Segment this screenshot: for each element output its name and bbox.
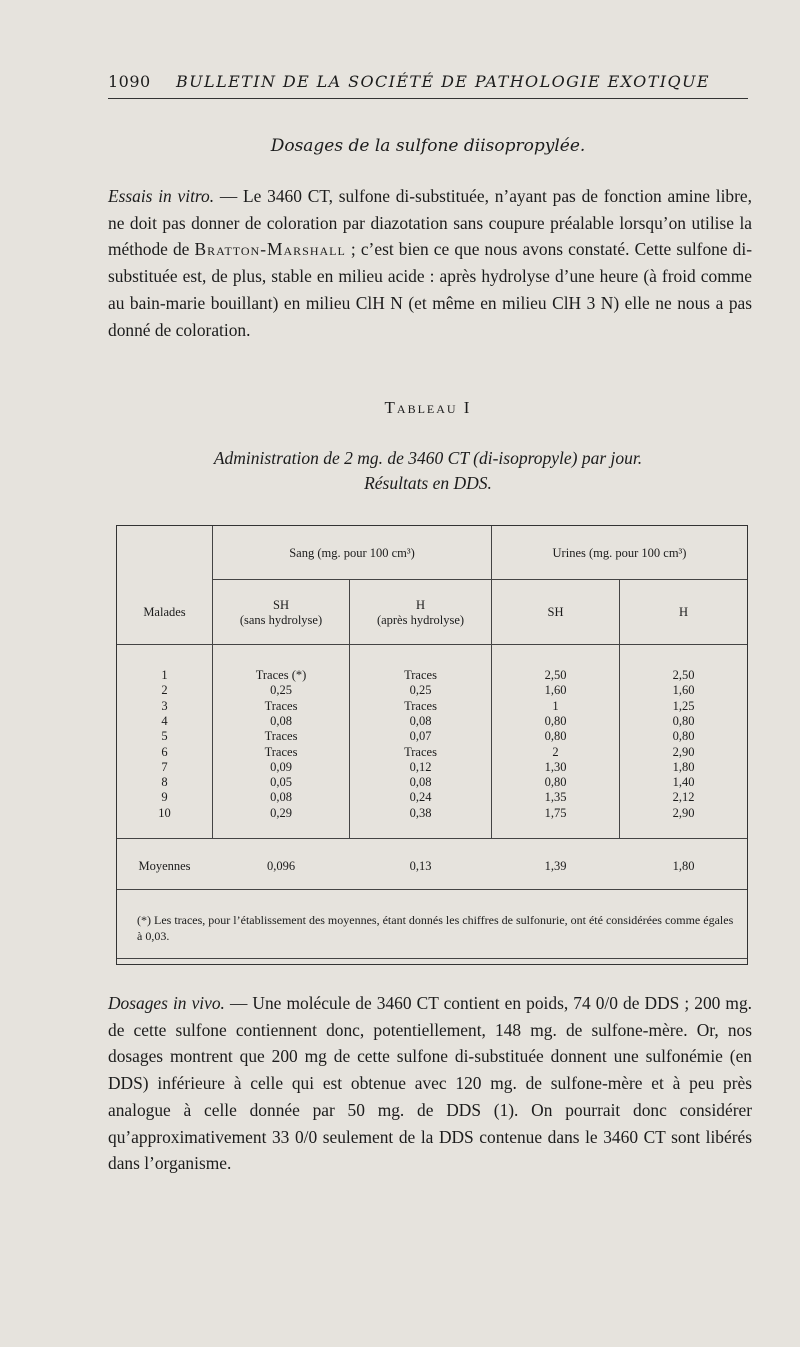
sh-blood-value: 0,25	[270, 683, 292, 698]
h-urine-value: 2,90	[672, 805, 695, 820]
header-h-blood-label: H	[415, 598, 426, 612]
sh-blood-value: 0,08	[270, 713, 292, 728]
author-name: Bratton-Marshall	[194, 239, 346, 260]
sh-urine-value: 0,80	[544, 713, 567, 728]
sh-blood-value: 0,08	[270, 790, 292, 805]
patient-number: 2	[161, 683, 168, 698]
sh-blood-value: 0,29	[270, 805, 292, 820]
header-sh-blood	[213, 598, 349, 628]
sh-blood-value: 0,05	[270, 775, 292, 790]
paragraph-text: ; c’est bien ce que nous avons constaté. Cette sulfone di-substituée est, de plus, stable en milieu acide : après hydrolyse d’une heure (à froid comme au bain-marie bouillant) en milieu ClH N (et même en milieu ClH 3 N) elle ne nous a pas donné de coloration.	[108, 239, 752, 340]
table-rule	[117, 644, 747, 645]
h-blood-value: 0,12	[409, 759, 432, 774]
mean-h-blood: 0,13	[409, 859, 432, 873]
running-header	[108, 68, 748, 96]
patient-number: 8	[161, 775, 168, 790]
sh-blood-value: 0,09	[270, 759, 292, 774]
table-rule	[212, 579, 747, 580]
results-table	[116, 525, 748, 965]
sh-urine-value: 0,80	[544, 729, 567, 744]
table-caption: Administration de 2 mg. de 3460 CT (di-isopropyle) par jour.	[213, 448, 643, 468]
means-label: Moyennes	[138, 859, 191, 873]
table-rule	[117, 889, 747, 890]
header-rule	[108, 98, 748, 99]
h-urine-value: 1,80	[672, 759, 695, 774]
h-urine-value: 0,80	[672, 713, 695, 728]
patient-number: 6	[161, 744, 168, 759]
h-urine-value: 1,60	[672, 683, 695, 698]
h-blood-value: 0,25	[409, 683, 432, 698]
header-blood: Sang (mg. pour 100 cm³)	[289, 546, 415, 560]
header-sh-blood-label: SH	[273, 598, 289, 612]
patient-number: 4	[161, 713, 168, 728]
h-urine-value: 1,25	[672, 698, 695, 713]
h-blood-value: Traces	[404, 668, 437, 682]
paragraph-text: — Une molécule de 3460 CT contient en poids, 74 0/0 de DDS ; 200 mg. de cette sulfone contiennent donc, potentiellement, 148 mg. de sulfone-mère. Or, nos dosages montrent que 200 mg de cette sulfone di-substituée donnent une sulfonémie (en DDS) inférieure à celle qui est obtenue avec 120 mg. de sulfone-mère et à peu près analogue à celle donnée par 50 mg. de DDS (1). On pourrait donc considérer qu’approximativement 33 0/0 seulement de la DDS contenue dans le 3460 CT sont libérés dans l’organisme.	[108, 993, 752, 1174]
table-title: Tableau I	[384, 398, 472, 417]
table-footnote: (*) Les traces, pour l’établissement des moyennes, étant donnés les chiffres de sulfonurie, ont été considérées comme égales à 0,03.	[137, 913, 734, 943]
header-h-blood	[350, 598, 491, 628]
sh-urine-value: 1,75	[544, 805, 567, 820]
h-urine-value: 1,40	[672, 775, 695, 790]
table-caption-results: Résultats en DDS.	[364, 473, 492, 493]
sh-urine-value: 0,80	[544, 775, 567, 790]
h-blood-value: Traces	[404, 744, 437, 759]
h-blood-value: 0,24	[409, 790, 432, 805]
sh-urine-value: 2	[552, 744, 559, 759]
sh-blood-value: Traces (*)	[255, 668, 307, 682]
patient-number: 9	[161, 790, 168, 805]
mean-h-urine: 1,80	[672, 859, 695, 873]
patient-number: 5	[161, 729, 168, 744]
journal-title: BULLETIN DE LA SOCIÉTÉ DE PATHOLOGIE EXOTIQUE	[176, 72, 710, 91]
page-number: 1090	[108, 72, 151, 91]
sh-blood-value: Traces	[264, 698, 298, 713]
paragraph-text: — Le 3460 CT, sulfone di-substituée, n’ayant pas de fonction amine libre, ne doit pas donner de coloration par diazotation sans coupure préalable lorsqu’on utilise la méthode de	[108, 186, 752, 260]
patient-number: 3	[161, 698, 168, 713]
h-blood-value: 0,08	[409, 775, 432, 790]
header-h-urine: H	[678, 605, 689, 619]
patient-number: 1	[161, 668, 168, 682]
header-patients: Malades	[143, 605, 186, 619]
h-urine-value: 2,50	[672, 668, 695, 682]
sh-urine-value: 1	[552, 698, 559, 713]
paragraph-in-vivo	[108, 990, 752, 1177]
header-h-blood-note: (après hydrolyse)	[376, 613, 465, 627]
sh-urine-value: 1,60	[544, 683, 567, 698]
patient-number: 10	[158, 805, 171, 820]
sh-blood-value: Traces	[264, 729, 298, 744]
sh-urine-value: 1,35	[544, 790, 567, 805]
sh-urine-value: 1,30	[544, 759, 567, 774]
sh-blood-value: Traces	[264, 744, 298, 759]
h-blood-value: Traces	[404, 698, 437, 713]
patient-number: 7	[161, 759, 168, 774]
table-rule	[117, 838, 747, 839]
paragraph-lead: Essais in vitro.	[108, 186, 215, 206]
mean-sh-blood: 0,096	[266, 859, 296, 873]
h-blood-value: 0,38	[409, 805, 432, 820]
header-sh-blood-note: (sans hydrolyse)	[239, 613, 323, 627]
h-blood-value: 0,07	[409, 729, 432, 744]
h-urine-value: 2,12	[672, 790, 695, 805]
header-sh-urine: SH	[547, 605, 564, 619]
paragraph-in-vitro	[108, 183, 752, 343]
header-urine: Urines (mg. pour 100 cm³)	[552, 546, 687, 560]
section-title: Dosages de la sulfone diisopropylée.	[270, 136, 586, 156]
mean-sh-urine: 1,39	[544, 859, 567, 873]
h-urine-value: 2,90	[672, 744, 695, 759]
paragraph-lead: Dosages in vivo.	[108, 993, 225, 1013]
sh-urine-value: 2,50	[544, 668, 567, 682]
table-rule	[117, 958, 747, 959]
h-urine-value: 0,80	[672, 729, 695, 744]
h-blood-value: 0,08	[409, 713, 432, 728]
